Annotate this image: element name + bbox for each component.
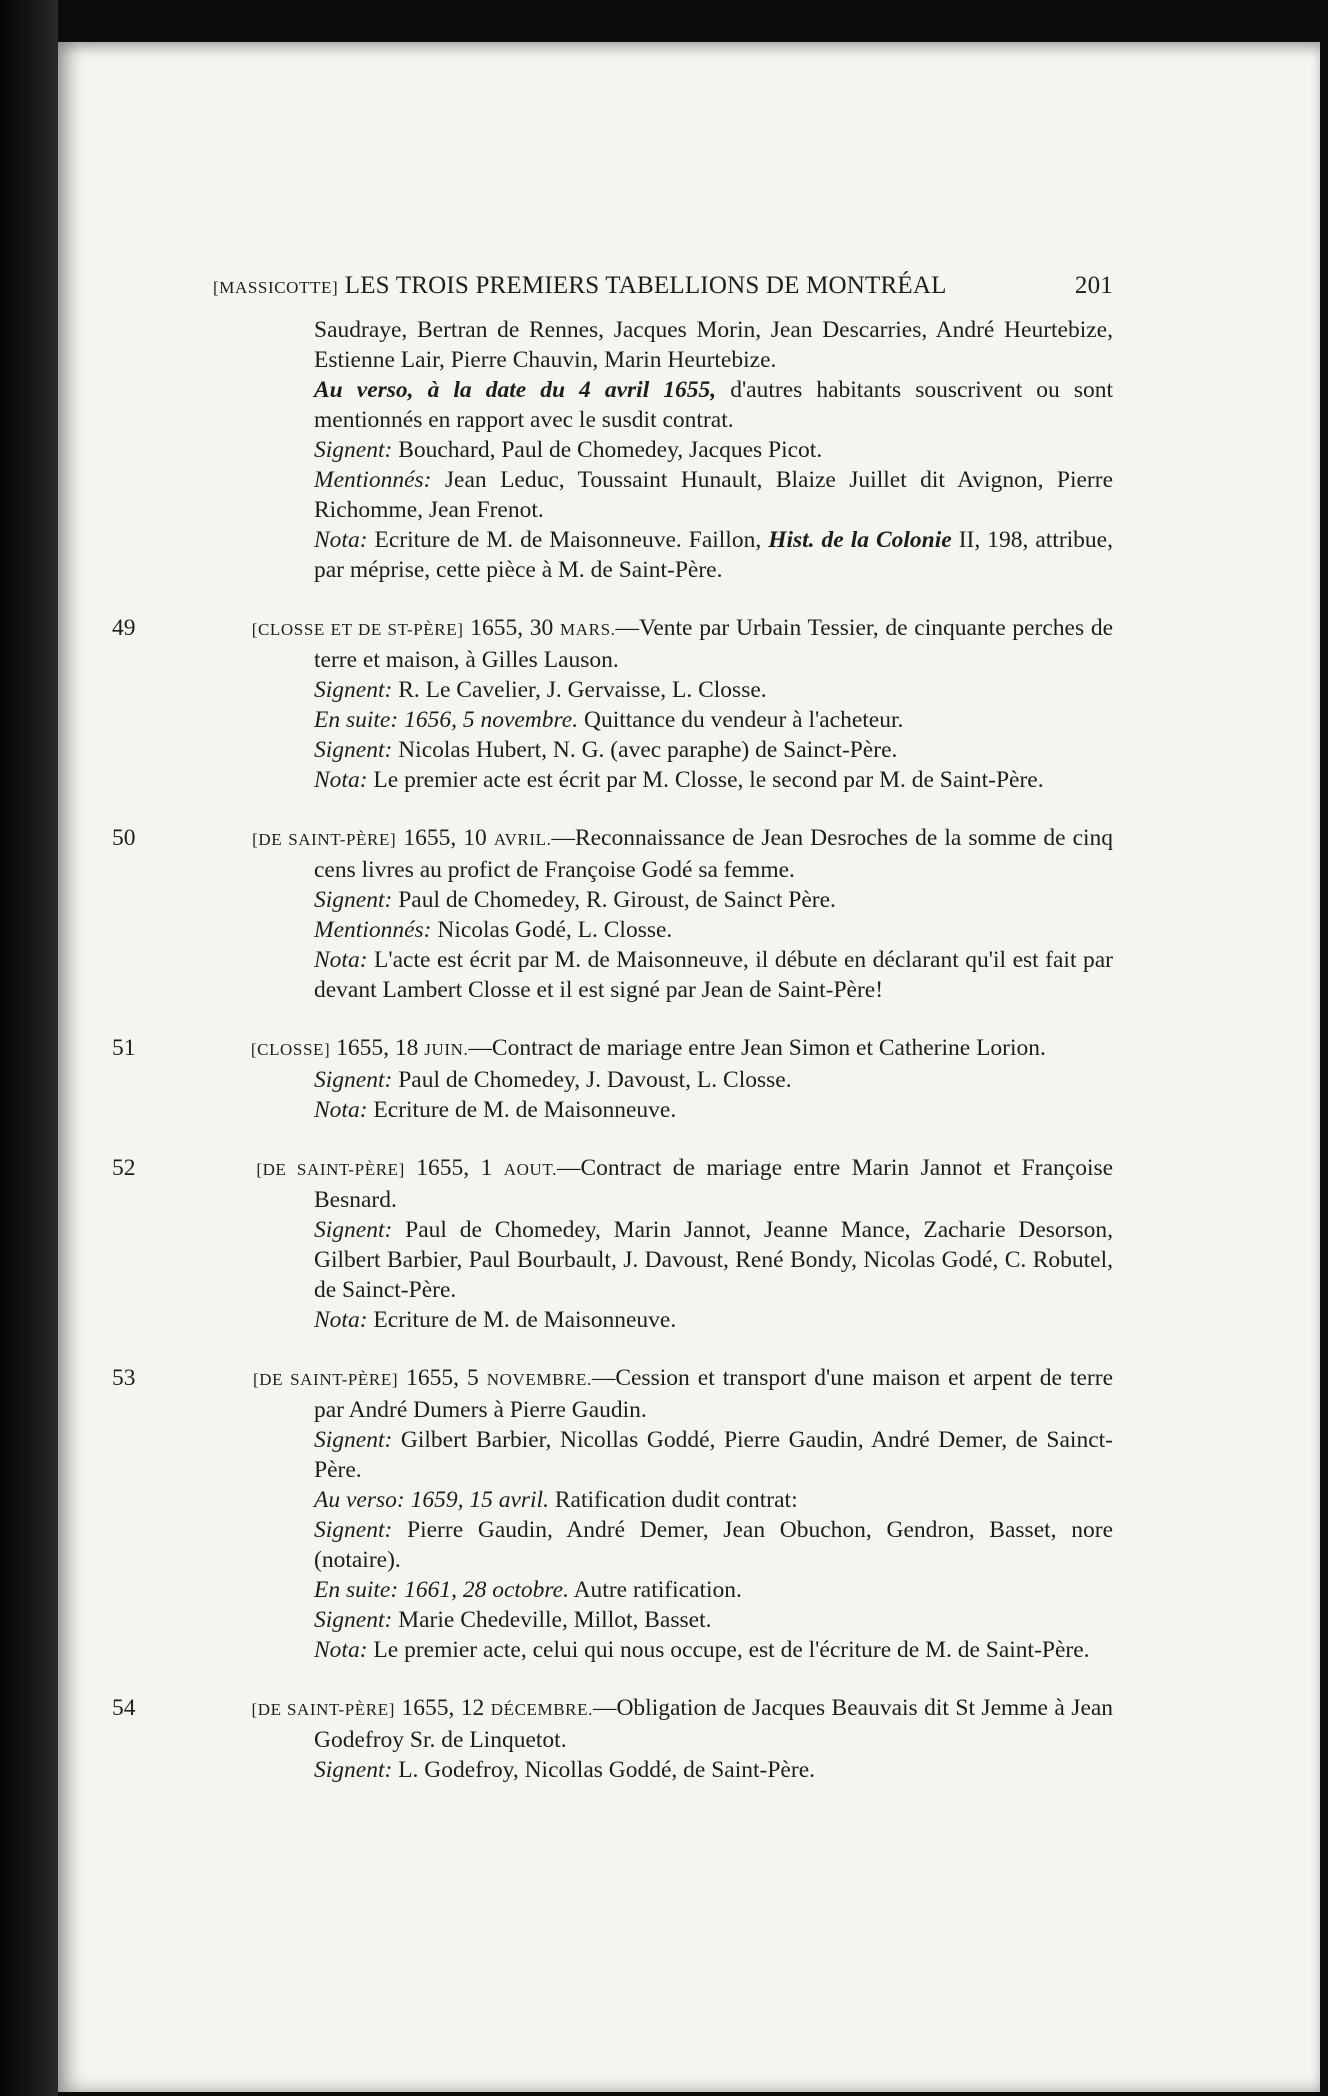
detail-label: En suite: 1661, 28 octobre. <box>314 1577 569 1603</box>
entry-description: —Contract de mariage entre Jean Simon et Catherine Lorion. <box>468 1035 1046 1061</box>
entry-51 <box>112 1033 1113 1125</box>
entry-number: 49 <box>112 615 136 641</box>
running-head-text: LES TROIS PREMIERS TABELLIONS DE MONTRÉAL <box>344 272 947 299</box>
running-head-author: [MASSICOTTE] <box>213 278 339 297</box>
detail-text: Pierre Gaudin, André Demer, Jean Obuchon, Gendron, Basset, nore (notaire). <box>314 1517 1113 1573</box>
detail-text: Nicolas Godé, L. Closse. <box>431 917 673 943</box>
detail-text: Paul de Chomedey, Marin Jannot, Jeanne Mance, Zacharie Desorson, Gilbert Barbier, Paul Bourbault, J. Davoust, René Bondy, Nicolas Godé, C. Robutel, de Sainct-Père. <box>314 1217 1113 1303</box>
detail-text: Marie Chedeville, Millot, Basset. <box>392 1607 712 1633</box>
detail-text: L. Godefroy, Nicollas Goddé, de Saint-Père. <box>392 1757 815 1783</box>
detail-label: Mentionnés: <box>314 917 432 943</box>
entry-50 <box>112 823 1114 1005</box>
entry-53 <box>112 1363 1114 1665</box>
entry-detail-line <box>314 1215 1113 1305</box>
detail-label: Signent: <box>314 887 393 913</box>
entry-number: 51 <box>112 1035 136 1061</box>
entry-detail-line <box>314 1515 1113 1575</box>
continued-nota <box>213 525 1113 585</box>
page-number: 201 <box>1074 272 1113 299</box>
entry-date: 1655, 30 <box>470 615 554 641</box>
detail-label: Nota: <box>314 947 368 973</box>
entry-date: 1655, 12 <box>401 1695 485 1721</box>
running-head-title <box>213 271 947 303</box>
entry-detail-line <box>314 915 1113 945</box>
entry-heading <box>112 1033 1113 1065</box>
entry-month: DÉCEMBRE. <box>490 1700 593 1719</box>
nota-label: Nota: <box>314 527 368 553</box>
continued-mention <box>213 465 1113 525</box>
detail-label: Signent: <box>314 1427 393 1453</box>
entry-52 <box>112 1153 1114 1335</box>
nota-text-b: II, 198, attribue, par méprise, cette pièce à M. de Saint-Père. <box>314 527 1113 583</box>
entry-detail-line <box>314 885 1113 915</box>
entry-49 <box>112 613 1114 795</box>
entry-notary: [DE SAINT-PÈRE] <box>256 1160 405 1179</box>
entry-description: —Reconnaissance de Jean Desroches de la somme de cinq cens livres au profict de Françoise Godé sa femme. <box>314 825 1114 883</box>
entry-details <box>213 1425 1113 1665</box>
entry-date: 1655, 10 <box>403 825 487 851</box>
entry-number: 54 <box>112 1695 136 1721</box>
detail-label: Signent: <box>314 737 393 763</box>
entry-heading <box>112 1363 1114 1425</box>
detail-label: Signent: <box>314 677 393 703</box>
nota-reference: Hist. de la Colonie <box>768 527 952 553</box>
entry-detail-line <box>314 1095 1113 1125</box>
signent-text: Bouchard, Paul de Chomedey, Jacques Picot. <box>392 437 823 463</box>
page-content <box>112 271 1114 1785</box>
entry-month: JUIN. <box>424 1040 469 1059</box>
verso-text: d'autres habitants souscrivent ou sont mentionnés en rapport avec le susdit contrat. <box>314 377 1113 433</box>
detail-text: Nicolas Hubert, N. G. (avec paraphe) de Sainct-Père. <box>392 737 898 763</box>
entry-description: —Contract de mariage entre Marin Jannot et Françoise Besnard. <box>314 1155 1114 1213</box>
detail-label: Nota: <box>314 767 368 793</box>
detail-text: Paul de Chomedey, J. Davoust, L. Closse. <box>392 1067 792 1093</box>
entry-number: 52 <box>112 1155 136 1181</box>
entry-date: 1655, 18 <box>336 1035 419 1061</box>
detail-label: Nota: <box>314 1097 368 1123</box>
entry-detail-line <box>314 1485 1113 1515</box>
detail-label: Signent: <box>314 1067 393 1093</box>
entry-description: —Vente par Urbain Tessier, de cinquante perches de terre et maison, à Gilles Lauson. <box>314 615 1114 673</box>
entry-details <box>213 1755 1113 1785</box>
entry-date: 1655, 5 <box>406 1365 479 1391</box>
entry-date: 1655, 1 <box>416 1155 493 1181</box>
detail-text: Le premier acte, celui qui nous occupe, est de l'écriture de M. de Saint-Père. <box>367 1637 1090 1663</box>
entry-detail-line <box>314 705 1113 735</box>
entry-description: —Obligation de Jacques Beauvais dit St Jemme à Jean Godefroy Sr. de Linquetot. <box>314 1695 1114 1753</box>
continued-signent <box>213 435 1113 465</box>
entry-heading <box>112 823 1114 885</box>
entry-detail-line <box>314 1635 1113 1665</box>
entry-details <box>213 675 1113 795</box>
detail-text: L'acte est écrit par M. de Maisonneuve, il débute en déclarant qu'il est fait par devant Lambert Closse et il est signé par Jean de Saint-Père! <box>314 947 1113 1003</box>
detail-text: Ecriture de M. de Maisonneuve. <box>367 1307 677 1333</box>
entry-detail-line <box>314 735 1113 765</box>
detail-text: Autre ratification. <box>568 1577 742 1603</box>
detail-label: Signent: <box>314 1607 393 1633</box>
detail-text: Ecriture de M. de Maisonneuve. <box>367 1097 677 1123</box>
entry-54 <box>112 1693 1114 1785</box>
entry-month: AVRIL. <box>493 830 552 849</box>
entry-number: 53 <box>112 1365 136 1391</box>
entry-detail-line <box>314 675 1113 705</box>
continued-text: Saudraye, Bertran de Rennes, Jacques Morin, Jean Descarries, André Heurtebize, Estienne Lair, Pierre Chauvin, Marin Heurtebize. <box>314 317 1113 373</box>
detail-text: Le premier acte est écrit par M. Closse, le second par M. de Saint-Père. <box>367 767 1044 793</box>
entry-details <box>213 1215 1113 1335</box>
nota-text-a: Ecriture de M. de Maisonneuve. Faillon, <box>367 527 769 553</box>
entry-description: —Cession et transport d'une maison et arpent de terre par André Dumers à Pierre Gaudin. <box>314 1365 1114 1423</box>
entry-notary: [DE SAINT-PÈRE] <box>251 1700 395 1719</box>
entry-detail-line <box>314 1065 1113 1095</box>
detail-text: R. Le Cavelier, J. Gervaisse, L. Closse. <box>392 677 767 703</box>
detail-text: Gilbert Barbier, Nicollas Goddé, Pierre Gaudin, André Demer, de Sainct-Père. <box>314 1427 1113 1483</box>
entry-detail-line <box>314 945 1113 1005</box>
verso-label: Au verso, à la date du 4 avril 1655, <box>314 377 717 403</box>
continued-verso <box>213 375 1113 435</box>
detail-label: Signent: <box>314 1517 393 1543</box>
entry-detail-line <box>314 1425 1113 1485</box>
entry-heading <box>112 1153 1114 1215</box>
detail-label: Signent: <box>314 1757 393 1783</box>
entry-details <box>213 1065 1113 1125</box>
entry-detail-line <box>314 1605 1113 1635</box>
entry-notary: [CLOSSE ET DE ST-PÈRE] <box>251 620 464 639</box>
entry-detail-line <box>314 1305 1113 1335</box>
detail-text: Ratification dudit contrat: <box>548 1487 798 1513</box>
detail-label: Nota: <box>314 1307 368 1333</box>
running-head <box>213 271 1113 303</box>
detail-label: Au verso: 1659, 15 avril. <box>314 1487 549 1513</box>
mention-text: Jean Leduc, Toussaint Hunault, Blaize Juillet dit Avignon, Pierre Richomme, Jean Frenot. <box>314 467 1113 523</box>
book-page <box>58 42 1320 2092</box>
detail-label: Nota: <box>314 1637 368 1663</box>
entry-detail-line <box>314 1755 1113 1785</box>
scan-binding-edge <box>0 0 58 2096</box>
signent-label: Signent: <box>314 437 393 463</box>
mention-label: Mentionnés: <box>314 467 432 493</box>
detail-text: Quittance du vendeur à l'acheteur. <box>578 707 904 733</box>
entry-heading <box>112 1693 1114 1755</box>
entry-month: AOUT. <box>503 1160 557 1179</box>
entry-month: NOVEMBRE. <box>486 1370 592 1389</box>
entry-list <box>112 613 1114 1785</box>
entry-notary: [DE SAINT-PÈRE] <box>253 1370 399 1389</box>
entry-number: 50 <box>112 825 136 851</box>
entry-heading <box>112 613 1114 675</box>
entry-notary: [CLOSSE] <box>250 1040 331 1059</box>
detail-text: Paul de Chomedey, R. Giroust, de Sainct Père. <box>392 887 836 913</box>
entry-details <box>213 885 1113 1005</box>
entry-detail-line <box>314 1575 1113 1605</box>
detail-label: Signent: <box>314 1217 393 1243</box>
entry-detail-line <box>314 765 1113 795</box>
continued-entry <box>213 315 1113 585</box>
entry-notary: [DE SAINT-PÈRE] <box>252 830 397 849</box>
detail-label: En suite: 1656, 5 novembre. <box>314 707 579 733</box>
entry-month: MARS. <box>560 620 616 639</box>
